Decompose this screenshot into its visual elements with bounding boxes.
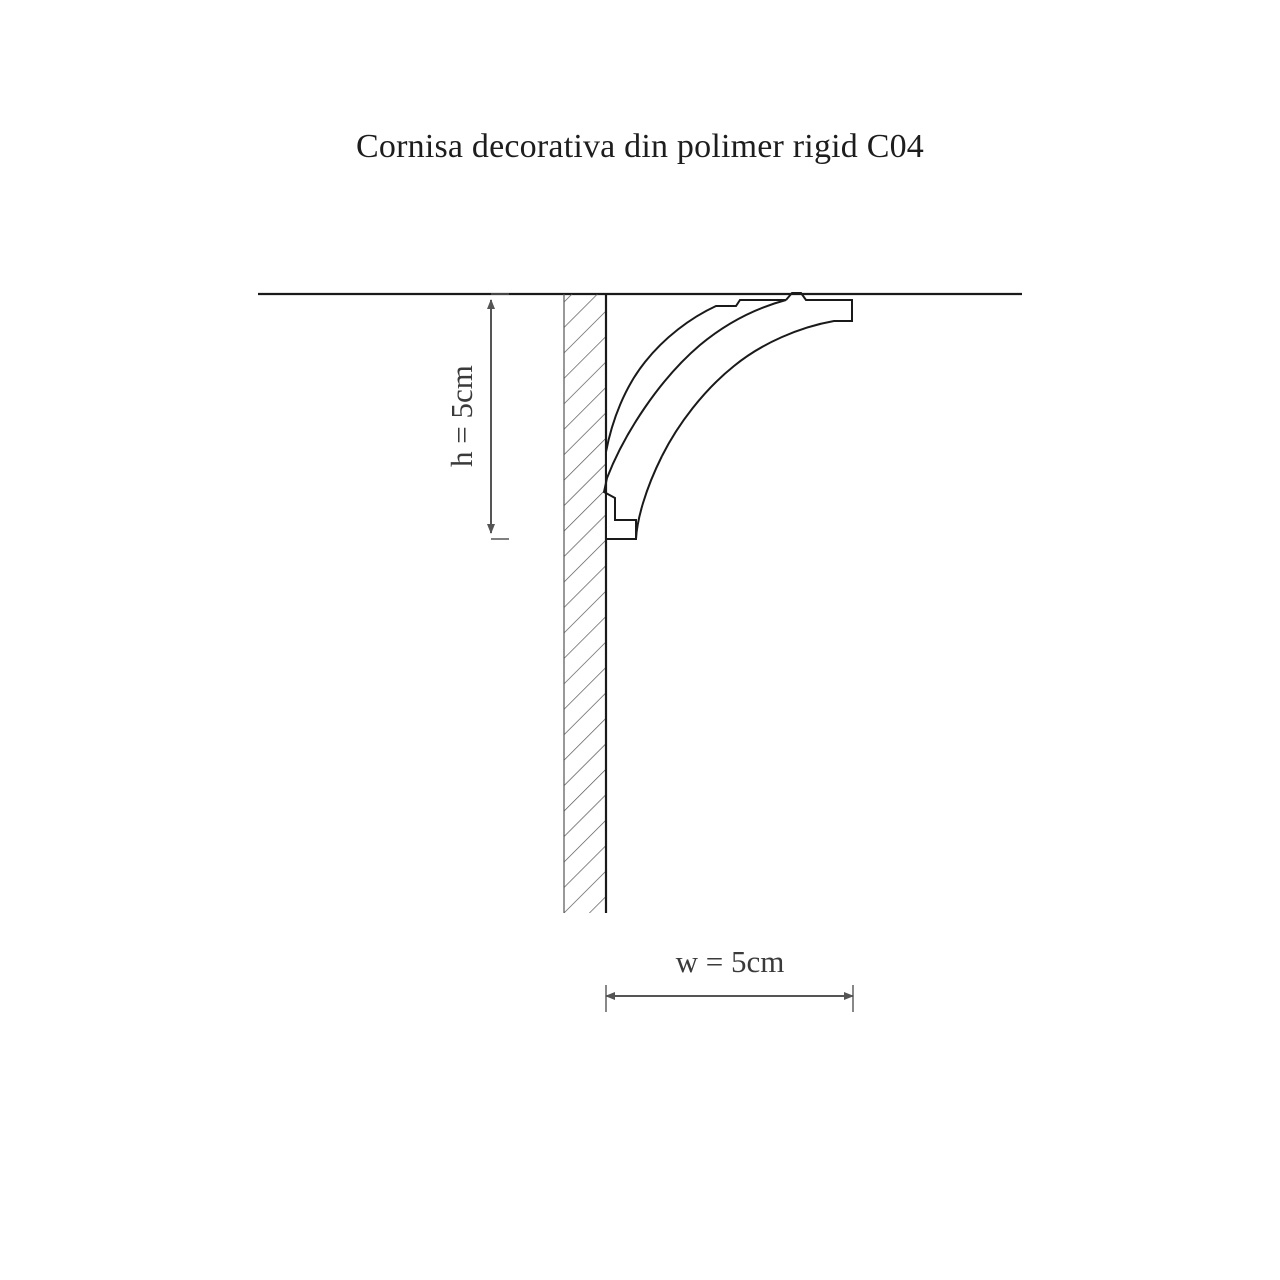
cornice-profile xyxy=(604,300,786,539)
page-title: Cornisa decorativa din polimer rigid C04 xyxy=(356,128,924,165)
height-label: h = 5cm xyxy=(444,365,479,467)
wall-hatch-fill xyxy=(564,294,606,913)
cornice-profile-lower xyxy=(636,456,662,539)
width-label: w = 5cm xyxy=(675,944,785,979)
cornice-profile-upper xyxy=(662,293,852,456)
